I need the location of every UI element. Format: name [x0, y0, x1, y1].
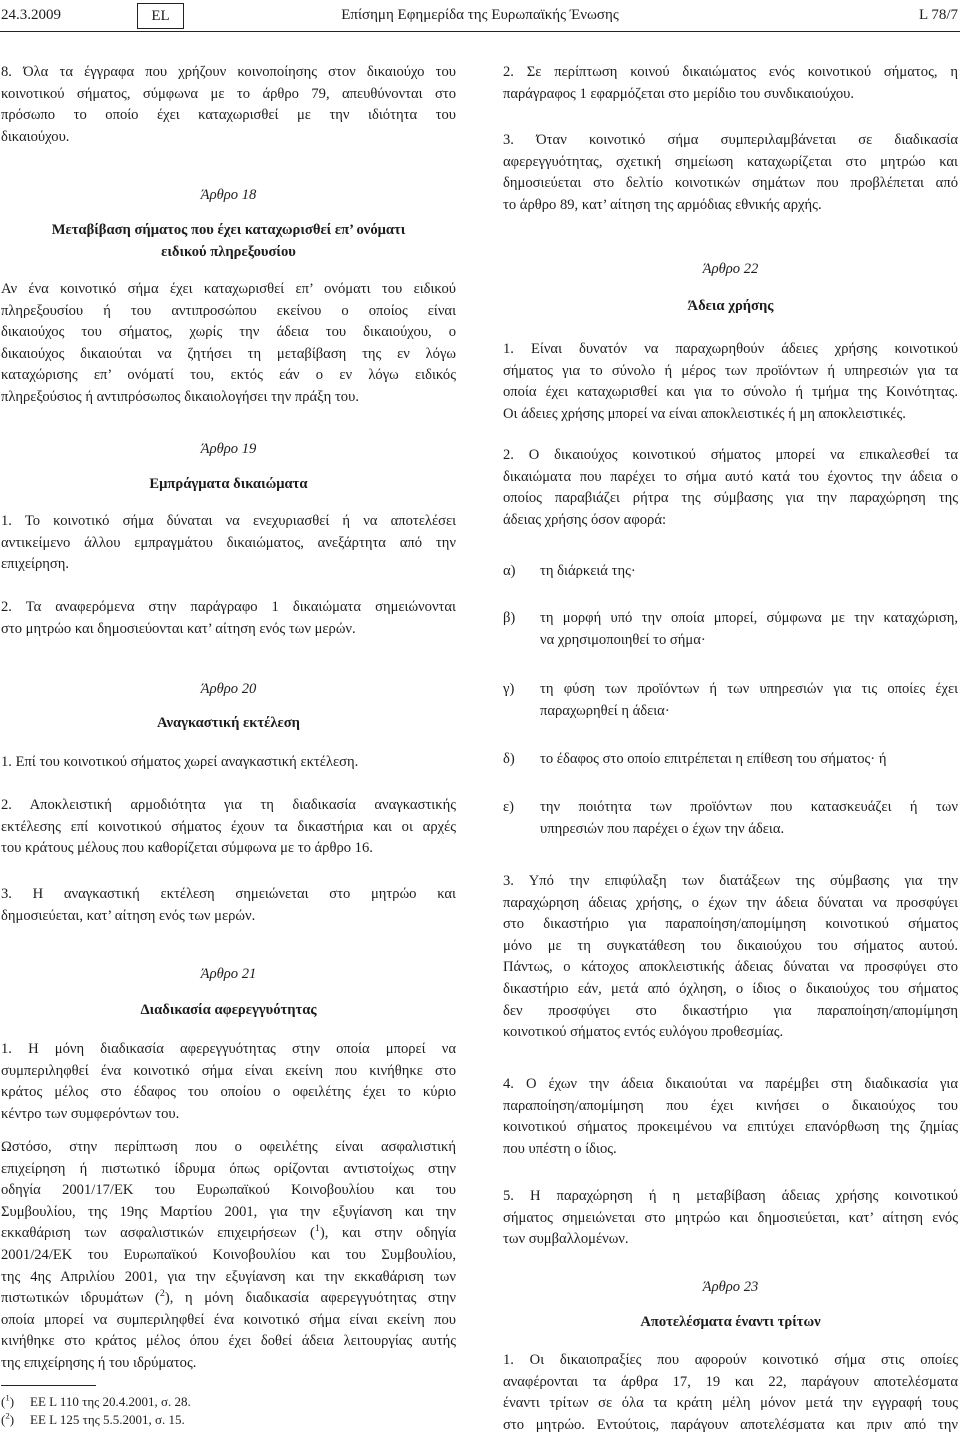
- text-line: κοινοτικού σήματος εντός ευλόγου προθεσμίας.: [503, 1024, 784, 1041]
- text-segment: (: [1, 1412, 6, 1427]
- article-23-number: Άρθρο 23: [702, 1279, 759, 1295]
- text-line: τη φύση των προϊόντων ή των υπηρεσιών για τις οποίες έχει: [540, 681, 958, 697]
- publication-date: 24.3.2009: [1, 7, 61, 23]
- text-line: πληρεξουσίου ή του αντιπροσώπου εκείνου ο οποίος είναι: [1, 302, 456, 319]
- footnote-text: ΕΕ L 110 της 20.4.2001, σ. 28.: [30, 1394, 191, 1409]
- text-line: αντικείμενο άλλου εμπραγμάτου δικαιώματος, ανεξάρτητα από την: [1, 534, 456, 551]
- footnote-reference: 2: [5, 1410, 10, 1421]
- text-line: 1. Επί του κοινοτικού σήματος χωρεί αναγκαστική εκτέλεση.: [1, 754, 359, 770]
- text-line: στο δικαστήριο για παραποίηση/απομίμηση κοινοτικού σήματος: [503, 916, 958, 933]
- text-line: κράτος μέλος στο έδαφος του οποίου ο οφειλέτης έχει το κύριο: [1, 1084, 456, 1101]
- text-line: 2001/24/ΕΚ του Ευρωπαϊκού Κοινοβουλίου και του Συμβουλίου,: [1, 1246, 456, 1263]
- text-line: κινήθηκε στο κράτος μέλος όπου έχει δοθεί άδεια λειτουργίας αυτής: [1, 1333, 456, 1350]
- text-line: καταχώρισης επ’ ονόματί του, εκτός εάν ο εν λόγω ειδικός: [1, 367, 456, 384]
- text-line: αφερεγγυότητας, σχετική σημείωση καταχωρίζεται στο μητρώο και: [503, 153, 958, 170]
- footnote-separator: [1, 1385, 96, 1386]
- article-18-title: [1, 220, 456, 263]
- article-20-number: Άρθρο 20: [200, 681, 257, 697]
- footnote-2: [1, 1411, 185, 1429]
- text-segment: εκκαθάριση των ασφαλιστικών επιχειρήσεων (: [1, 1225, 315, 1242]
- text-line: στο μητρώο και δημοσιεύονται κατ’ αίτηση ενός των μερών.: [1, 620, 356, 637]
- text-segment: ): [9, 1394, 15, 1409]
- text-line: της 4ης Απριλίου 2001, για την εξυγίανση και την εκκαθάριση των: [1, 1268, 456, 1285]
- article-22-paragraph-3: [503, 871, 958, 1044]
- text-line: επιχείρηση ή πιστωτικό ίδρυμα όπως ορίζονται αντιστοίχως στην: [1, 1160, 456, 1177]
- text-line: πληρεξούσιος ή αντιπρόσωπος δικαιολογήσει την πράξη του.: [1, 388, 359, 405]
- article-20-title: Αναγκαστική εκτέλεση: [157, 715, 300, 731]
- text-line: 2. Ο δικαιούχος κοινοτικού σήματος μπορεί να επικαλεσθεί τα: [503, 447, 958, 463]
- article-23-title: Αποτελέσματα έναντι τρίτων: [640, 1314, 821, 1330]
- text-line: έναντι τρίτων σε όλα τα κράτη μέλη μόνον μετά την εγγραφή τους: [503, 1395, 958, 1412]
- text-line: [1, 1223, 456, 1245]
- header-rule: [0, 31, 960, 32]
- text-line: Μεταβίβαση σήματος που έχει καταχωρισθεί επ’ ονόματι: [51, 222, 406, 238]
- article-22-title: Άδεια χρήσης: [687, 298, 774, 314]
- list-item-label: γ): [503, 681, 515, 697]
- text-line: μόνο με τη συγκατάθεση του δικαιούχου του σήματος αυτού.: [503, 937, 958, 954]
- text-line: οποία έχει καταχωρισθεί και για το σύνολο ή τμήμα της Κοινότητας.: [503, 384, 958, 401]
- article-22-paragraph-5: [503, 1186, 958, 1251]
- text-line: 1. Είναι δυνατόν να παραχωρηθούν άδειες χρήσης κοινοτικού: [503, 341, 958, 357]
- text-line: κοινοτικού σήματος, σύμφωνα με το άρθρο 79, απευθύνονται στο: [1, 85, 456, 102]
- text-segment: ), και στην οδηγία: [319, 1225, 456, 1242]
- text-line: 3. Υπό την επιφύλαξη των διατάξεων της σύμβασης για την: [503, 873, 958, 889]
- text-line: που υπέστη ο ίδιος.: [503, 1140, 617, 1157]
- text-line: άδειας χρήσης όσον αφορά:: [503, 511, 667, 528]
- text-line: υπηρεσιών που παρέχει ο έχων την άδεια.: [540, 820, 785, 837]
- text-line: οποίος παραβιάζει ρήτρα της σύμβασης για την παραχώρηση της: [503, 490, 958, 507]
- text-line: του κράτους μέλους που καθορίζεται σύμφωνα με το άρθρο 16.: [1, 840, 373, 857]
- text-line: 1. Το κοινοτικό σήμα δύναται να ενεχυριασθεί ή να αποτελέσει: [1, 513, 456, 529]
- list-item-label: β): [503, 610, 516, 626]
- text-line: επιχείρηση.: [1, 556, 70, 573]
- list-item-text: [540, 749, 958, 771]
- list-item-text: [540, 797, 958, 840]
- text-segment: ): [9, 1412, 15, 1427]
- list-item-text: [540, 608, 958, 651]
- text-line: 1. Οι δικαιοπραξίες που αφορούν κοινοτικό σήμα στις οποίες: [503, 1352, 958, 1368]
- text-line: Συμβουλίου, της 19ης Μαρτίου 2001, για την εξυγίανση και την: [1, 1203, 456, 1220]
- text-line: δικαιούχος του σήματος, χωρίς την άδεια του δικαιούχου, ο: [1, 324, 456, 341]
- article-19-paragraph-1: [1, 511, 456, 576]
- text-segment: πιστωτικών ιδρυμάτων (: [1, 1290, 160, 1307]
- text-line: δημοσιεύεται στο δελτίο κοινοτικών σημάτων που προβλέπεται από: [503, 175, 958, 192]
- article-20-paragraph-2: [1, 795, 456, 860]
- text-line: δεν προσφύγει στο δικαστήριο για παραποίηση/απομίμηση: [503, 1002, 958, 1019]
- text-line: 2. Τα αναφερόμενα στην παράγραφο 1 δικαιώματα σημειώνονται: [1, 599, 456, 615]
- text-line: πρόσωπο το οποίο έχει καταχωρισθεί με την ιδιότητα του: [1, 107, 456, 124]
- footnote-text: ΕΕ L 125 της 5.5.2001, σ. 15.: [30, 1412, 185, 1427]
- list-item-text: [540, 561, 958, 583]
- text-line: Ωστόσο, στην περίπτωση που ο οφειλέτης είναι ασφαλιστική: [1, 1139, 456, 1155]
- article-21-paragraph-3: [503, 130, 958, 216]
- article-18-paragraph: [1, 279, 456, 409]
- article-19-title: Εμπράγματα δικαιώματα: [149, 476, 308, 492]
- text-line: παραχώρηση άδειας χρήσης, ο έχων την άδεια δύναται να προσφύγει: [503, 894, 958, 911]
- article-22-paragraph-4: [503, 1074, 958, 1160]
- article-19-paragraph-2: [1, 597, 456, 640]
- text-line: της επιχείρησης ή του ιδρύματος.: [1, 1354, 197, 1371]
- text-line: ειδικού πληρεξουσίου: [161, 243, 296, 260]
- text-line: να χρησιμοποιηθεί το σήμα·: [540, 631, 706, 648]
- article-21-paragraph-1: [1, 1039, 456, 1125]
- article-20-paragraph-3: [1, 884, 456, 927]
- list-item-label: δ): [503, 751, 515, 767]
- article-21-paragraph-2: [503, 62, 958, 105]
- text-line: Αν ένα κοινοτικό σήμα έχει καταχωρισθεί επ’ ονόματι του ειδικού: [1, 281, 456, 297]
- text-line: οποία μπορεί να συμπεριληφθεί ένα κοινοτικό σήμα είναι εκείνη που: [1, 1311, 456, 1328]
- text-line: δημοσιεύεται, κατ’ αίτηση ενός των μερών.: [1, 907, 256, 924]
- article-21-title: Διαδικασία αφερεγγυότητας: [140, 1002, 317, 1018]
- text-line: το έδαφος στο οποίο επιτρέπεται η επίθεση του σήματος· ή: [540, 751, 887, 767]
- text-line: δικαιούχου.: [1, 128, 70, 145]
- footnote-marker: [1, 1393, 30, 1411]
- language-code-box: EL: [137, 3, 184, 29]
- list-item-text: [540, 679, 958, 722]
- page-reference: L 78/7: [918, 7, 958, 23]
- text-line: παράγραφος 1 εφαρμόζεται στο μερίδιο του συνδικαιούχου.: [503, 85, 855, 102]
- text-line: 4. Ο έχων την άδεια δικαιούται να παρέμβει στη διαδικασία για: [503, 1076, 958, 1092]
- list-item-label: ε): [503, 799, 514, 815]
- article-18-number: Άρθρο 18: [200, 187, 257, 203]
- text-line: δικαστήριο εάν, μετά από όχληση, ο ίδιος ο δικαιούχος του σήματος: [503, 980, 958, 997]
- article-21-number: Άρθρο 21: [200, 966, 257, 982]
- text-line: σήματος σημειώνεται στο μητρώο και δημοσιεύεται, κατ’ αίτηση ενός: [503, 1209, 958, 1226]
- text-line: 2. Σε περίπτωση κοινού δικαιώματος ενός κοινοτικού σήματος, η: [503, 64, 958, 80]
- footnote-reference: 1: [5, 1392, 10, 1403]
- text-line: την ποιότητα των προϊόντων που κατασκευάζει ή των: [540, 799, 958, 815]
- text-line: οδηγία 2001/17/ΕΚ του Ευρωπαϊκού Κοινοβουλίου και του: [1, 1182, 456, 1199]
- text-line: συμπεριληφθεί ένα κοινοτικό σήμα είναι εκείνη που κινήθηκε στο: [1, 1062, 456, 1079]
- journal-title: Επίσημη Εφημερίδα της Ευρωπαϊκής Ένωσης: [341, 7, 619, 23]
- text-line: εκτέλεσης επί κοινοτικού σήματος έχουν τα δικαστήρια και οι αρχές: [1, 818, 456, 835]
- text-line: σήματος για το σύνολο ή μέρος των προϊόντων ή υπηρεσιών για τα: [503, 362, 958, 379]
- article-17-paragraph-8: [1, 62, 456, 148]
- text-line: αναφέρονται τα άρθρα 17, 19 και 22, παράγουν αποτελέσματα: [503, 1373, 958, 1390]
- text-line: Οι άδειες χρήσης μπορεί να είναι αποκλειστικές ή μη αποκλειστικές.: [503, 405, 906, 422]
- article-22-number: Άρθρο 22: [702, 261, 759, 277]
- article-23-paragraph-1: [503, 1350, 958, 1436]
- text-line: δικαιούχος δικαιούται να ζητήσει τη μεταβίβαση της εν λόγω: [1, 345, 456, 362]
- text-line: στο μητρώο. Εντούτοις, παράγουν αποτελέσματα και πριν από την: [503, 1416, 958, 1433]
- text-line: το άρθρο 89, κατ’ αίτηση της αρμόδιας εθνικής αρχής.: [503, 196, 822, 213]
- text-line: κέντρο των συμφερόντων του.: [1, 1105, 180, 1122]
- text-line: των συμβαλλομένων.: [503, 1231, 629, 1248]
- text-segment: ), η μόνη διαδικασία αφερεγγυότητας στην: [164, 1290, 456, 1307]
- article-19-number: Άρθρο 19: [200, 441, 257, 457]
- list-item-label: α): [503, 563, 516, 579]
- article-21-paragraph-1-subparagraph-2: [1, 1137, 456, 1375]
- footnote-reference: 2: [159, 1288, 165, 1300]
- footnote-1: [1, 1393, 191, 1411]
- footnote-reference: 1: [314, 1223, 320, 1235]
- article-20-paragraph-1: [1, 752, 456, 774]
- footnote-marker: [1, 1411, 30, 1429]
- text-line: 8. Όλα τα έγγραφα που χρήζουν κοινοποίησης στον δικαιούχο του: [1, 64, 456, 80]
- article-22-paragraph-1: [503, 339, 958, 425]
- text-line: [1, 1288, 456, 1310]
- text-line: 5. Η παραχώρηση ή η μεταβίβαση άδειας χρήσης κοινοτικού: [503, 1188, 958, 1204]
- text-line: παραχωρηθεί η άδεια·: [540, 702, 670, 719]
- text-line: 2. Αποκλειστική αρμοδιότητα για τη διαδικασία αναγκαστικής: [1, 797, 456, 813]
- text-line: 3. Όταν κοινοτικό σήμα συμπεριλαμβάνεται σε διαδικασία: [503, 132, 958, 148]
- text-segment: (: [1, 1394, 6, 1409]
- text-line: παραποίηση/απομίμηση που έχει κινήσει ο δικαιούχος του: [503, 1097, 958, 1114]
- text-line: κοινοτικού σήματος προκειμένου να επιτύχει επανόρθωση της ζημίας: [503, 1119, 958, 1136]
- text-line: τη μορφή υπό την οποία μπορεί, σύμφωνα με την καταχώριση,: [540, 610, 958, 626]
- text-line: Πάντως, ο κάτοχος αποκλειστικής άδειας δύναται να προσφύγει στο: [503, 959, 958, 976]
- text-line: δικαιώματα που παρέχει το σήμα αυτό κατά του έχοντος την άδεια ο: [503, 468, 958, 485]
- article-22-paragraph-2: [503, 445, 958, 531]
- text-line: τη διάρκειά της·: [540, 563, 636, 579]
- text-line: 3. Η αναγκαστική εκτέλεση σημειώνεται στο μητρώο και: [1, 886, 456, 902]
- text-line: 1. Η μόνη διαδικασία αφερεγγυότητας στην οποία μπορεί να: [1, 1041, 456, 1057]
